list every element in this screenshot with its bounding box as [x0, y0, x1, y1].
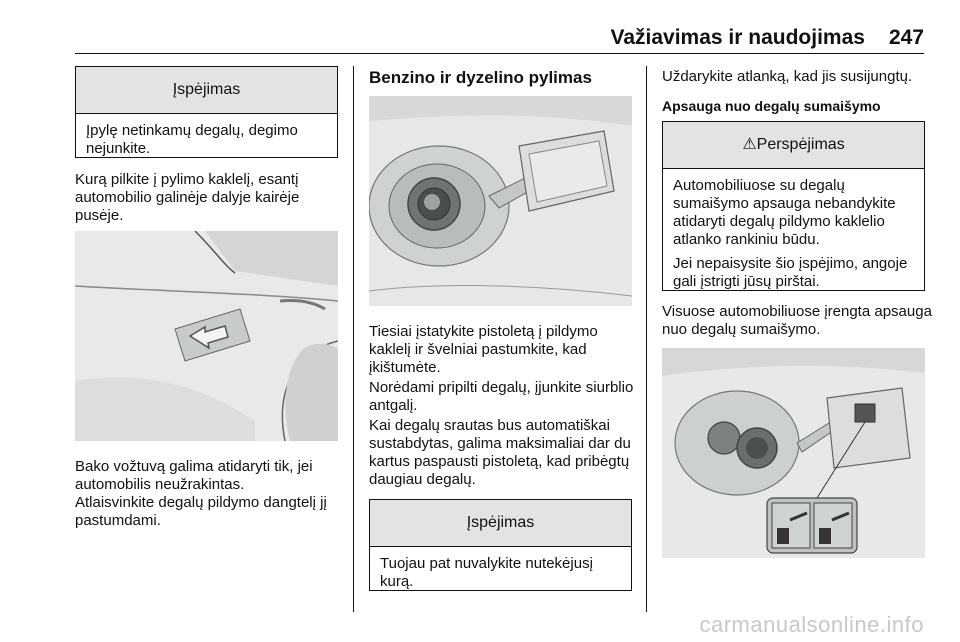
fuel-filler-illustration	[369, 96, 632, 306]
danger-box-text-1: Automobiliuose su degalų sumaišymo apsauga nebandykite atidaryti degalų pildymo kaklelio atlanko rankiniu būdu.	[673, 177, 896, 248]
warning-triangle-icon: ⚠	[742, 136, 757, 153]
danger-box	[662, 121, 925, 291]
warning-box-2	[369, 499, 632, 591]
warning-box-text: Tuojau pat nuvalykite nutekėjusį kurą.	[380, 555, 593, 590]
misfuel-inhibitor-illustration	[662, 348, 925, 558]
paragraph-start-pump: Norėdami pripilti degalų, įjunkite siurblio antgalį.	[369, 379, 634, 414]
header-title: Važiavimas ir naudojimas	[610, 26, 865, 49]
header-divider	[75, 53, 924, 54]
warning-box-title: Įspėjimas	[370, 500, 631, 547]
paragraph-close-flap: Uždarykite atlanką, kad jis susijungtų.	[662, 68, 913, 85]
watermark-text: carmanualsonline.info	[699, 612, 924, 637]
paragraph-unlock-note: Bako vožtuvą galima atidaryti tik, jei automobilis neužrakintas.	[75, 458, 313, 493]
illustration-fuel-door-closed	[75, 231, 338, 441]
warning-box-title: Įspėjimas	[76, 67, 337, 114]
paragraph-misfuel-all-cars: Visuose automobiliuose įrengta apsauga nuo degalų sumaišymo.	[662, 303, 932, 338]
paragraph-auto-stop: Kai degalų srautas bus automatiškai sustabdytas, galima maksimaliai dar du kartus paspausti pistoletą, kad pribėgtų daugiau degalų.	[369, 417, 631, 488]
column-divider-2	[646, 66, 647, 612]
illustration-fuel-filler-open	[369, 96, 632, 306]
danger-box-header	[663, 122, 924, 169]
warning-box-1	[75, 66, 338, 158]
paragraph-fuel-location: Kurą pilkite į pylimo kaklelį, esantį automobilio galinėje dalyje kairėje pusėje.	[75, 171, 300, 224]
subheading-misfuel-protection: Apsauga nuo degalų sumaišymo	[662, 98, 881, 114]
danger-box-title: Perspėjimas	[756, 136, 845, 153]
paragraph-insert-nozzle: Tiesiai įstatykite pistoletą į pildymo kaklelį ir švelniai pastumkite, kad įkištumėte.	[369, 323, 598, 376]
illustration-misfuel-inhibitor	[662, 348, 925, 558]
page-number: 247	[888, 26, 924, 49]
danger-box-text-2: Jei nepaisysite šio įspėjimo, angoje gali įstrigti jūsų pirštai.	[673, 255, 908, 290]
warning-box-text: Įpylę netinkamų degalų, degimo nejunkite.	[86, 122, 298, 157]
column-divider-1	[353, 66, 354, 612]
car-rear-illustration	[75, 231, 338, 441]
paragraph-open-cap: Atlaisvinkite degalų pildymo dangtelį jį pastumdami.	[75, 494, 327, 529]
page-header	[611, 26, 925, 50]
section-title-refuel: Benzino ir dyzelino pylimas	[369, 68, 592, 87]
